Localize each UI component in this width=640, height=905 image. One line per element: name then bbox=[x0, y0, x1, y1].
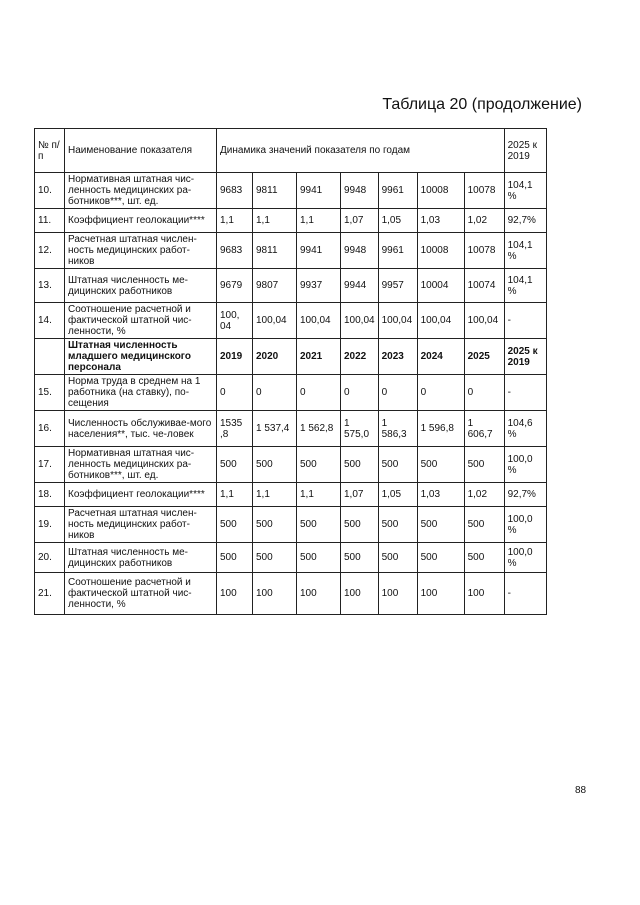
year-value: 100,04 bbox=[297, 303, 341, 339]
year-value: 100 bbox=[464, 573, 504, 615]
ratio-value: - bbox=[504, 303, 546, 339]
row-number: 17. bbox=[35, 447, 65, 483]
year-value: 9961 bbox=[378, 233, 417, 269]
indicator-name: Нормативная штатная чис-ленность медицинских ра-ботников***, шт. ед. bbox=[65, 447, 217, 483]
year-value: 1,03 bbox=[417, 483, 464, 507]
year-value: 10074 bbox=[464, 269, 504, 303]
row-number: 14. bbox=[35, 303, 65, 339]
year-value: 10008 bbox=[417, 233, 464, 269]
ratio-value: 100,0 % bbox=[504, 447, 546, 483]
indicator-name: Коэффициент геолокации**** bbox=[65, 209, 217, 233]
year-value: 1 606,7 bbox=[464, 411, 504, 447]
year-value: 1 586,3 bbox=[378, 411, 417, 447]
year-value: 9937 bbox=[297, 269, 341, 303]
year-value: 500 bbox=[253, 507, 297, 543]
year-value: 9961 bbox=[378, 173, 417, 209]
year-value: 0 bbox=[297, 375, 341, 411]
year-value: 500 bbox=[217, 447, 253, 483]
year-value: 1,07 bbox=[341, 209, 379, 233]
ratio-value: 100,0 % bbox=[504, 507, 546, 543]
year-value: 500 bbox=[378, 507, 417, 543]
table-caption: Таблица 20 (продолжение) bbox=[382, 96, 582, 113]
year-value: 100,04 bbox=[253, 303, 297, 339]
year-value: 500 bbox=[417, 447, 464, 483]
year-value: 500 bbox=[464, 447, 504, 483]
year-value: 2023 bbox=[378, 339, 417, 375]
year-value: 1,1 bbox=[217, 209, 253, 233]
year-value: 9811 bbox=[253, 233, 297, 269]
table-row bbox=[35, 339, 547, 375]
table-row bbox=[35, 233, 547, 269]
year-value: 1,07 bbox=[341, 483, 379, 507]
indicator-name: Соотношение расчетной и фактической штатной чис-ленности, % bbox=[65, 303, 217, 339]
year-value: 9948 bbox=[341, 233, 379, 269]
table-row bbox=[35, 573, 547, 615]
year-value: 10008 bbox=[417, 173, 464, 209]
indicator-name: Нормативная штатная чис-ленность медицинских ра-ботников***, шт. ед. bbox=[65, 173, 217, 209]
ratio-value: 2025 к 2019 bbox=[504, 339, 546, 375]
row-number: 20. bbox=[35, 543, 65, 573]
ratio-value: 104,6 % bbox=[504, 411, 546, 447]
year-value: 1,1 bbox=[297, 209, 341, 233]
year-value: 500 bbox=[253, 447, 297, 483]
year-value: 1,1 bbox=[253, 483, 297, 507]
year-value: 10078 bbox=[464, 233, 504, 269]
year-value: 100 bbox=[217, 573, 253, 615]
table-row bbox=[35, 173, 547, 209]
year-value: 9807 bbox=[253, 269, 297, 303]
year-value: 100 bbox=[378, 573, 417, 615]
page-number: 88 bbox=[575, 785, 587, 796]
year-value: 9941 bbox=[297, 233, 341, 269]
year-value: 500 bbox=[217, 507, 253, 543]
indicator-name: Соотношение расчетной и фактической штатной чис-ленности, % bbox=[65, 573, 217, 615]
row-number: 11. bbox=[35, 209, 65, 233]
year-value: 0 bbox=[217, 375, 253, 411]
year-value: 2025 bbox=[464, 339, 504, 375]
year-value: 100,04 bbox=[417, 303, 464, 339]
year-value: 500 bbox=[464, 507, 504, 543]
year-value: 9811 bbox=[253, 173, 297, 209]
year-value: 100 bbox=[341, 573, 379, 615]
year-value: 100,04 bbox=[341, 303, 379, 339]
row-number: 12. bbox=[35, 233, 65, 269]
year-value: 1 537,4 bbox=[253, 411, 297, 447]
header-ratio: 2025 к 2019 bbox=[504, 129, 546, 173]
row-number: 10. bbox=[35, 173, 65, 209]
indicator-name: Норма труда в среднем на 1 работника (на ставку), по-сещения bbox=[65, 375, 217, 411]
year-value: 500 bbox=[378, 543, 417, 573]
header-name: Наименование показателя bbox=[65, 129, 217, 173]
year-value: 100 bbox=[253, 573, 297, 615]
row-number: 13. bbox=[35, 269, 65, 303]
table-row bbox=[35, 507, 547, 543]
header-dynamics: Динамика значений показателя по годам bbox=[217, 129, 505, 173]
year-value: 0 bbox=[253, 375, 297, 411]
year-value: 500 bbox=[341, 507, 379, 543]
year-value: 500 bbox=[297, 507, 341, 543]
ratio-value: 104,1 % bbox=[504, 269, 546, 303]
indicator-name: Расчетная штатная числен-ность медицинских работ-ников bbox=[65, 507, 217, 543]
indicator-name: Численность обслуживае-мого населения**, тыс. че-ловек bbox=[65, 411, 217, 447]
table-row bbox=[35, 375, 547, 411]
year-value: 1,02 bbox=[464, 209, 504, 233]
ratio-value: 100,0 % bbox=[504, 543, 546, 573]
year-value: 2024 bbox=[417, 339, 464, 375]
header-num: № п/п bbox=[35, 129, 65, 173]
data-table bbox=[34, 128, 547, 615]
year-value: 0 bbox=[417, 375, 464, 411]
row-number: 16. bbox=[35, 411, 65, 447]
table-row bbox=[35, 447, 547, 483]
year-value: 10004 bbox=[417, 269, 464, 303]
ratio-value: 92,7% bbox=[504, 209, 546, 233]
ratio-value: - bbox=[504, 375, 546, 411]
year-value: 1,03 bbox=[417, 209, 464, 233]
year-value: 500 bbox=[417, 507, 464, 543]
year-value: 0 bbox=[378, 375, 417, 411]
year-value: 500 bbox=[341, 447, 379, 483]
year-value: 1 562,8 bbox=[297, 411, 341, 447]
row-number: 21. bbox=[35, 573, 65, 615]
ratio-value: - bbox=[504, 573, 546, 615]
year-value: 500 bbox=[417, 543, 464, 573]
ratio-value: 104,1 % bbox=[504, 173, 546, 209]
year-value: 9683 bbox=[217, 173, 253, 209]
year-value: 2020 bbox=[253, 339, 297, 375]
year-value: 9683 bbox=[217, 233, 253, 269]
row-number: 18. bbox=[35, 483, 65, 507]
year-value: 500 bbox=[253, 543, 297, 573]
year-value: 1 575,0 bbox=[341, 411, 379, 447]
year-value: 9948 bbox=[341, 173, 379, 209]
row-number: 19. bbox=[35, 507, 65, 543]
year-value: 500 bbox=[217, 543, 253, 573]
table-row bbox=[35, 411, 547, 447]
year-value: 1,05 bbox=[378, 483, 417, 507]
year-value: 1535 ,8 bbox=[217, 411, 253, 447]
table-row bbox=[35, 543, 547, 573]
year-value: 1,1 bbox=[217, 483, 253, 507]
table-row bbox=[35, 209, 547, 233]
row-number bbox=[35, 339, 65, 375]
indicator-name: Штатная численность младшего медицинского персонала bbox=[65, 339, 217, 375]
year-value: 1,1 bbox=[297, 483, 341, 507]
year-value: 100,04 bbox=[378, 303, 417, 339]
ratio-value: 92,7% bbox=[504, 483, 546, 507]
year-value: 2022 bbox=[341, 339, 379, 375]
year-value: 1,05 bbox=[378, 209, 417, 233]
indicator-name: Штатная численность ме-дицинских работников bbox=[65, 269, 217, 303]
year-value: 500 bbox=[464, 543, 504, 573]
table-row bbox=[35, 269, 547, 303]
year-value: 1 596,8 bbox=[417, 411, 464, 447]
year-value: 1,02 bbox=[464, 483, 504, 507]
year-value: 0 bbox=[464, 375, 504, 411]
year-value: 500 bbox=[297, 447, 341, 483]
table-row bbox=[35, 303, 547, 339]
year-value: 500 bbox=[378, 447, 417, 483]
indicator-name: Коэффициент геолокации**** bbox=[65, 483, 217, 507]
year-value: 500 bbox=[297, 543, 341, 573]
year-value: 9957 bbox=[378, 269, 417, 303]
year-value: 10078 bbox=[464, 173, 504, 209]
row-number: 15. bbox=[35, 375, 65, 411]
year-value: 9679 bbox=[217, 269, 253, 303]
year-value: 100 bbox=[417, 573, 464, 615]
year-value: 9944 bbox=[341, 269, 379, 303]
table-row bbox=[35, 483, 547, 507]
year-value: 9941 bbox=[297, 173, 341, 209]
year-value: 2021 bbox=[297, 339, 341, 375]
indicator-name: Штатная численность ме-дицинских работников bbox=[65, 543, 217, 573]
year-value: 100 bbox=[297, 573, 341, 615]
year-value: 2019 bbox=[217, 339, 253, 375]
year-value: 100,04 bbox=[464, 303, 504, 339]
ratio-value: 104,1 % bbox=[504, 233, 546, 269]
year-value: 1,1 bbox=[253, 209, 297, 233]
indicator-name: Расчетная штатная числен-ность медицинских работ-ников bbox=[65, 233, 217, 269]
header-row bbox=[35, 129, 547, 173]
year-value: 0 bbox=[341, 375, 379, 411]
year-value: 500 bbox=[341, 543, 379, 573]
year-value: 100, 04 bbox=[217, 303, 253, 339]
